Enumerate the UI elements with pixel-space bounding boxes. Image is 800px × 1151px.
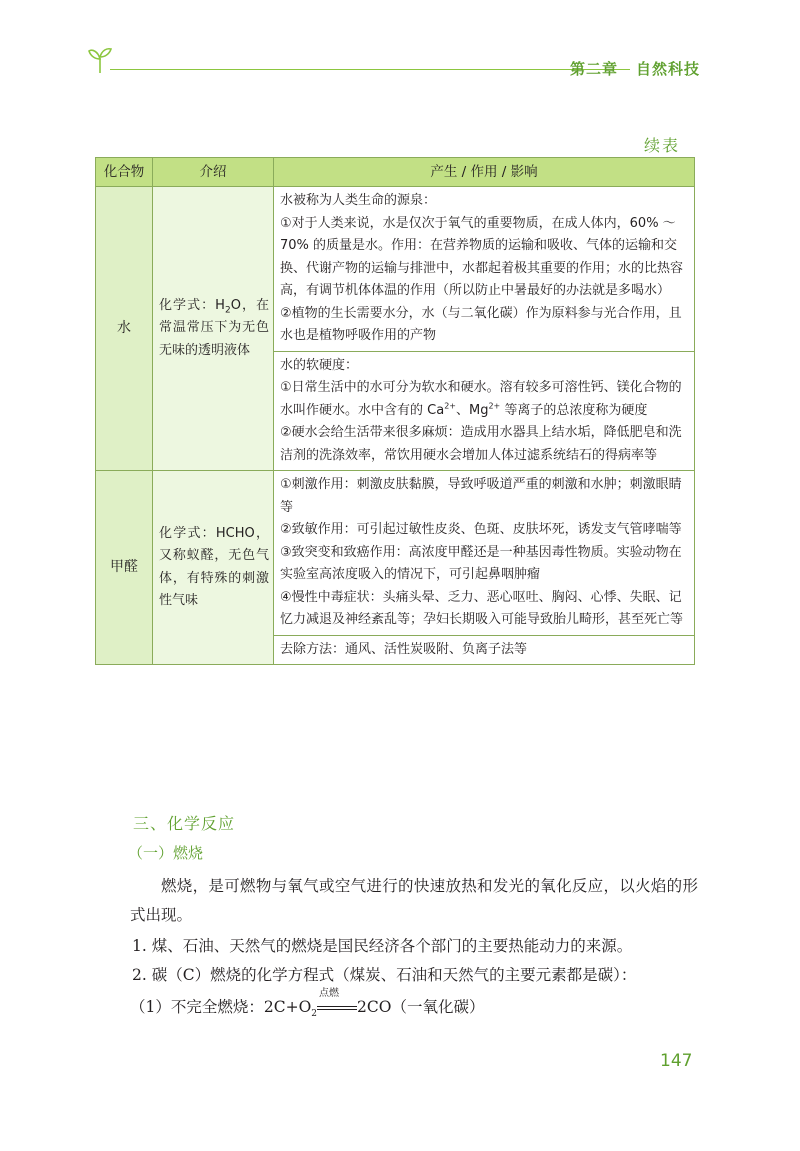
header-effect: 产生 / 作用 / 影响 <box>274 158 695 187</box>
equation-product: 2CO（一氧化碳） <box>357 998 485 1016</box>
water-p5-a: ①日常生活中的水可分为软水和硬水。溶有较多可溶性钙、镁化合物的水叫作硬水。水中含有的 Ca <box>280 380 682 418</box>
equation-prefix: （1）不完全燃烧：2C+O <box>130 998 312 1016</box>
effect-water-source <box>274 187 695 352</box>
water-p2: ①对于人类来说，水是仅次于氧气的重要物质，在成人体内，60% ～ 70% 的质量是水。作用：在营养物质的运输和吸收、气体的运输和交换、代谢产物的运输与排泄中，水都起着极其重要的作用；水的比热容高，有调节机体体温的作用（所以防止中暑最好的办法就是多喝水） <box>280 215 684 298</box>
water-p5-sup2: 2+ <box>488 401 501 411</box>
page-header <box>88 44 700 80</box>
equation-arrow <box>317 988 357 1014</box>
section-heading: 三、化学反应 <box>133 814 236 833</box>
sprout-icon <box>88 44 112 74</box>
chapter-title <box>570 58 700 79</box>
chapter-number: 第二章 <box>569 60 618 78</box>
equation-equals <box>317 1006 357 1010</box>
list-item-1: 1. 煤、石油、天然气的燃烧是国民经济各个部门的主要热能动力的来源。 <box>132 937 633 955</box>
water-p6: ②硬水会给生活带来很多麻烦：造成用水器具上结水垢，降低肥皂和洗洁剂的洗涤效率，常饮用硬水会增加人体过滤系统结石的得病率等 <box>280 425 682 463</box>
formaldehyde-p1: ①刺激作用：刺激皮肤黏膜，导致呼吸道严重的刺激和水肿；刺激眼睛等 <box>280 477 682 515</box>
formaldehyde-p3: ③致突变和致癌作用：高浓度甲醛还是一种基因毒性物质。实验动物在实验室高浓度吸入的情况下，可引起鼻咽肿瘤 <box>280 544 682 582</box>
formaldehyde-p2: ②致敏作用：可引起过敏性皮炎、色斑、皮肤坏死，诱发支气管哮喘等 <box>280 522 682 537</box>
header-rule <box>110 69 630 70</box>
section-subheading: （一）燃烧 <box>128 844 204 862</box>
water-p5 <box>280 377 688 422</box>
intro-water-sub: 2 <box>224 305 231 316</box>
equation-condition: 点燃 <box>319 988 340 999</box>
header-intro: 介绍 <box>153 158 274 187</box>
water-p4: 水的软硬度： <box>280 357 359 373</box>
compound-water: 水 <box>96 187 153 471</box>
equation-line <box>130 988 698 1022</box>
intro-water-suffix: O，在常温常压下为无色无味的透明液体 <box>159 297 270 358</box>
water-p3: ②植物的生长需要水分，水（与二氧化碳）作为原料参与光合作用，且水也是植物呼吸作用的产物 <box>280 305 682 343</box>
compound-table <box>95 157 695 665</box>
compound-formaldehyde: 甲醛 <box>96 471 153 665</box>
water-p5-b: 、Mg <box>455 402 489 418</box>
water-p1: 水被称为人类生命的源泉： <box>280 193 437 208</box>
list-item-2: 2. 碳（C）燃烧的化学方程式（煤炭、石油和天然气的主要元素都是碳）： <box>132 966 637 984</box>
continued-label: 续表 <box>643 136 680 155</box>
water-p5-c: 等离子的总浓度称为硬度 <box>500 402 648 418</box>
paragraph-combustion: 燃烧，是可燃物与氧气或空气进行的快速放热和发光的氧化反应，以火焰的形式出现。 <box>130 877 698 924</box>
table-row <box>96 187 695 352</box>
formaldehyde-p4: ④慢性中毒症状：头痛头晕、乏力、恶心呕吐、胸闷、心悸、失眠、记忆力减退及神经紊乱等；孕妇长期吸入可能导致胎儿畸形，甚至死亡等 <box>280 589 684 627</box>
page-number: 147 <box>660 1051 693 1071</box>
chapter-name: 自然科技 <box>635 60 700 78</box>
table-header-row <box>96 158 695 187</box>
intro-water <box>153 187 274 471</box>
effect-water-hardness <box>274 351 695 471</box>
equation-sub: 2 <box>311 1009 318 1020</box>
effect-formaldehyde <box>274 471 695 636</box>
table-row <box>96 471 695 636</box>
effect-formaldehyde-removal: 去除方法：通风、活性炭吸附、负离子法等 <box>274 635 695 665</box>
water-p5-sup1: 2+ <box>444 401 456 411</box>
header-compound: 化合物 <box>96 158 153 187</box>
intro-formaldehyde: 化学式：HCHO，又称蚁醛，无色气体，有特殊的刺激性气味 <box>153 471 274 665</box>
intro-water-prefix: 化学式：H <box>159 297 225 313</box>
